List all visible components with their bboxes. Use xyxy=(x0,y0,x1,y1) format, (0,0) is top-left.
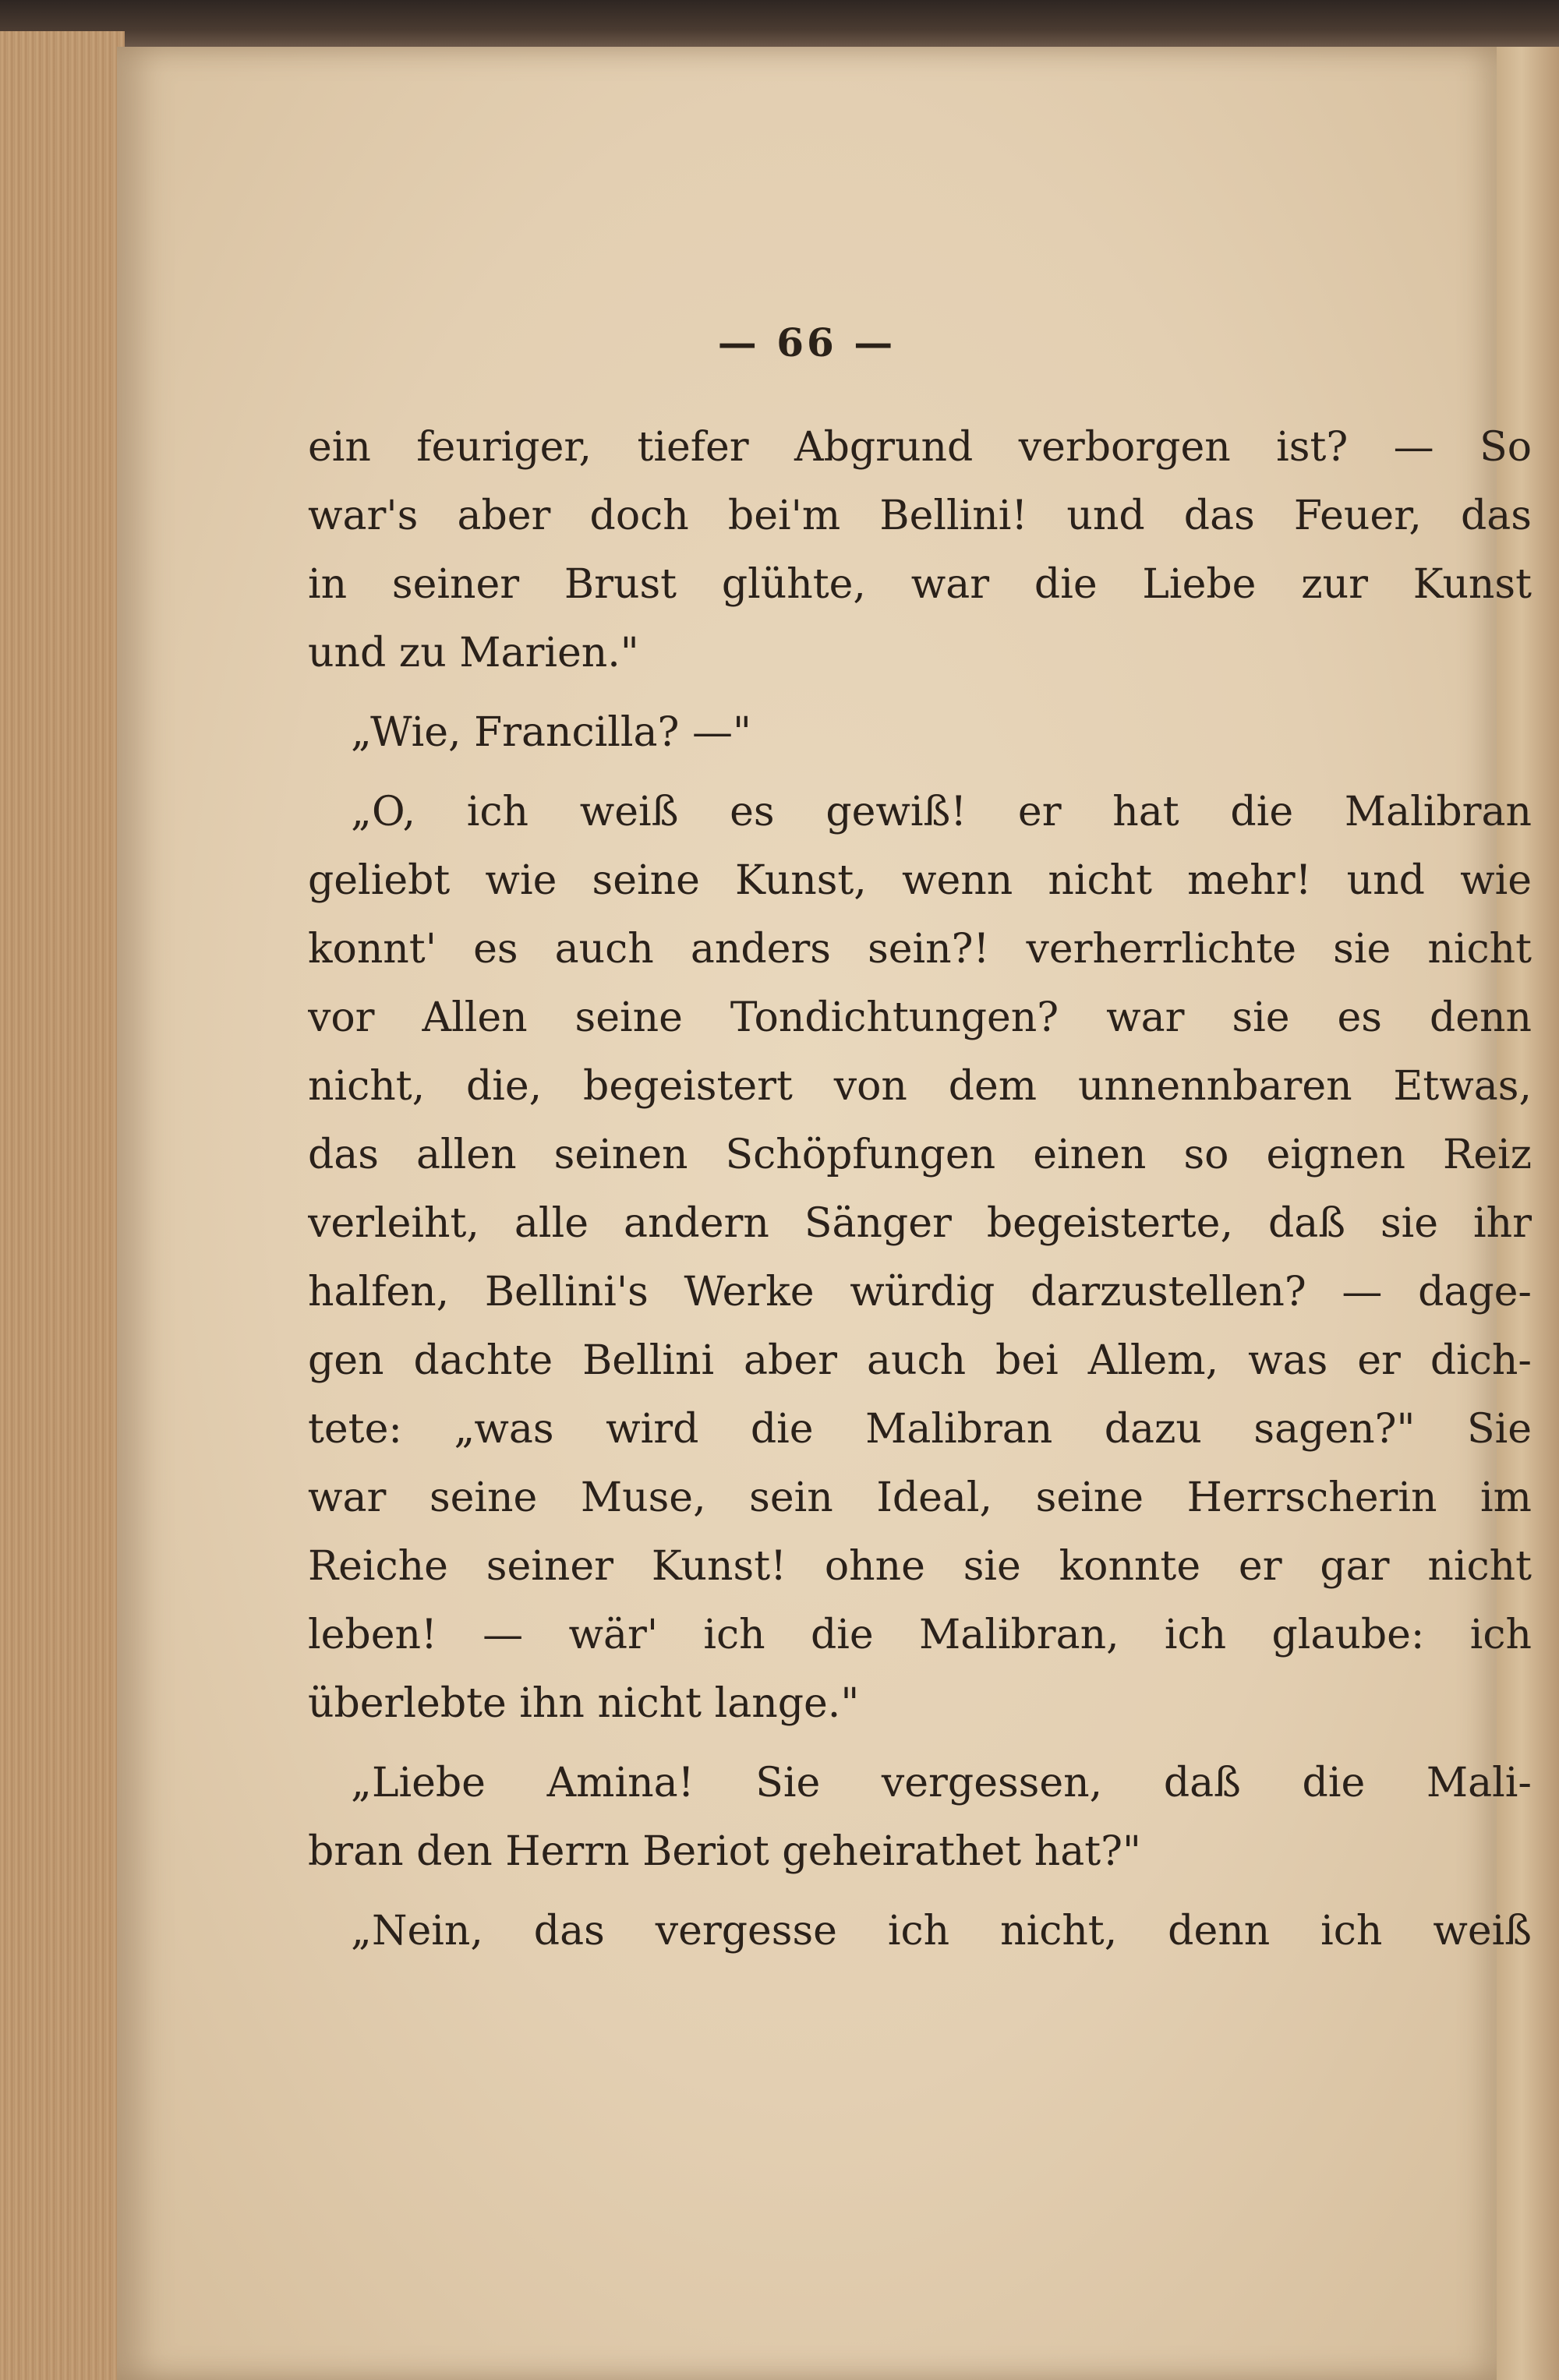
text-line: „O, ich weiß es gewiß! er hat die Malibran xyxy=(351,789,1532,835)
page-paper xyxy=(117,47,1532,2380)
text-line: in seiner Brust glühte, war die Liebe zur Kunst xyxy=(308,561,1532,608)
text-line: überlebte ihn nicht lange." xyxy=(308,1680,860,1727)
text-line: „Nein, das vergesse ich nicht, denn ich weiß xyxy=(351,1908,1532,1954)
text-line: nicht, die, begeistert von dem unnennbaren Etwas, xyxy=(308,1063,1532,1110)
text-line: und zu Marien." xyxy=(308,630,639,676)
text-line: war's aber doch bei'm Bellini! und das Feuer, das xyxy=(308,493,1532,539)
text-line: „Liebe Amina! Sie vergessen, daß die Mali- xyxy=(351,1760,1532,1806)
page-number: — 66 — xyxy=(717,320,896,365)
text-line: geliebt wie seine Kunst, wenn nicht mehr! und wie xyxy=(308,857,1532,904)
text-line: war seine Muse, sein Ideal, seine Herrscherin im xyxy=(308,1474,1532,1521)
text-line: das allen seinen Schöpfungen einen so eignen Reiz xyxy=(308,1132,1532,1178)
body-text xyxy=(308,413,1532,1965)
page-stack-edge xyxy=(0,31,125,2380)
text-line: tete: „was wird die Malibran dazu sagen?" Sie xyxy=(308,1406,1532,1453)
text-line: vor Allen seine Tondichtungen? war sie es denn xyxy=(308,994,1532,1041)
text-line: halfen, Bellini's Werke würdig darzustellen? — dage- xyxy=(308,1269,1532,1315)
text-line: gen dachte Bellini aber auch bei Allem, was er dich- xyxy=(308,1337,1532,1384)
text-line: verleiht, alle andern Sänger begeisterte, daß sie ihr xyxy=(308,1200,1532,1247)
text-line: ein feuriger, tiefer Abgrund verborgen ist? — So xyxy=(308,424,1532,471)
text-line: leben! — wär' ich die Malibran, ich glaube: ich xyxy=(308,1612,1532,1658)
text-line: Reiche seiner Kunst! ohne sie konnte er gar nicht xyxy=(308,1543,1532,1590)
text-line: „Wie, Francilla? —" xyxy=(351,709,751,756)
text-line: bran den Herrn Beriot geheirathet hat?" xyxy=(308,1828,1141,1875)
text-line: konnt' es auch anders sein?! verherrlichte sie nicht xyxy=(308,926,1532,973)
